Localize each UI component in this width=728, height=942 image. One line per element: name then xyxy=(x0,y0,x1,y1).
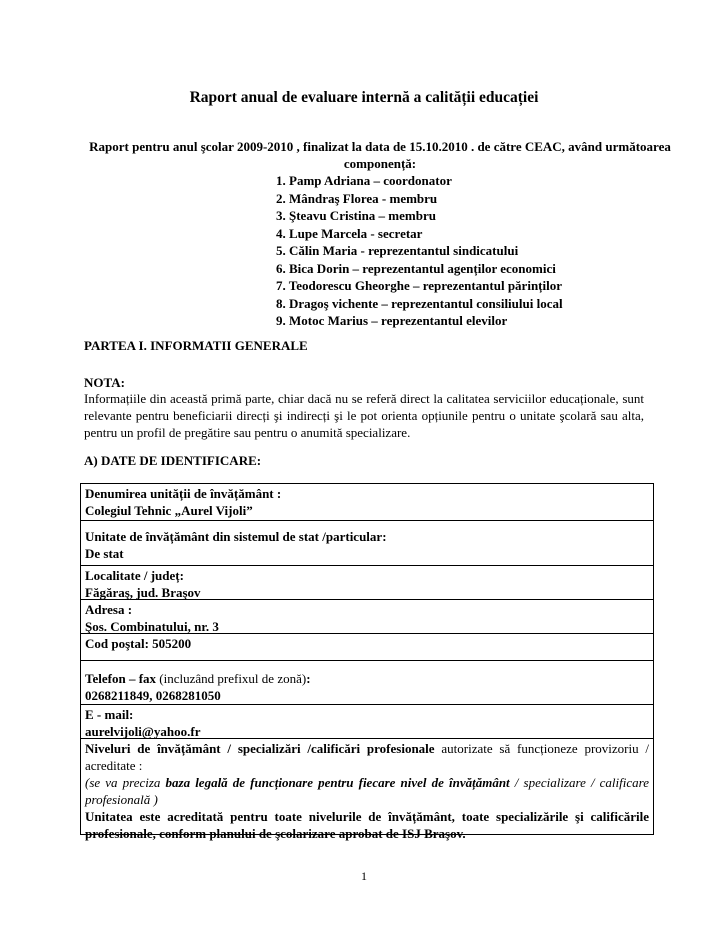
niveluri-value: Unitatea este acreditată pentru toate nivelurile de învățământ, toate specializările şi calificările profesionale, conform planului de şcolarizare aprobat de ISJ Braşov. xyxy=(85,809,649,841)
report-title: Raport anual de evaluare internă a calității educației xyxy=(189,89,539,106)
cod-postal-value: Cod poştal: 505200 xyxy=(85,636,192,651)
row-denumire xyxy=(81,484,653,521)
niveluri-note-bold: baza legală de funcționare pentru fiecare nivel de învățământ xyxy=(165,775,510,790)
row-email xyxy=(81,705,653,739)
telefon-label-colon: : xyxy=(306,671,311,686)
email-value: aurelvijoli@yahoo.fr xyxy=(85,724,201,739)
nota-text: Informațiile din această primă parte, chiar dacă nu se referă direct la calitatea serviciilor educaționale, sunt relevante pentru beneficiarii direcți şi indirecți şi le pot orienta opțiunile pentru o unitate şcolară sau alta, pentru un profil de pregătire sau pentru o anumită specializare. xyxy=(84,391,644,441)
niveluri-label-rest: autorizate să funcționeze provizoriu / acreditate : xyxy=(85,741,649,773)
niveluri-note-start: (se va preciza xyxy=(85,775,166,790)
report-intro: Raport pentru anul şcolar 2009-2010 , finalizat la data de 15.10.2010 . de către CEAC, având următoarea componență: xyxy=(89,139,671,171)
identification-table xyxy=(80,483,654,841)
email-label: E - mail: xyxy=(85,707,134,722)
telefon-label xyxy=(85,670,649,687)
denumire-value: Colegiul Tehnic „Aurel Vijoli” xyxy=(85,503,253,518)
row-cod-postal xyxy=(81,634,653,661)
member-item: 2. Mândraş Florea - membru xyxy=(276,190,438,206)
page-number: 1 xyxy=(361,869,367,883)
row-localitate xyxy=(81,566,653,600)
row-telefon xyxy=(81,661,653,705)
row-niveluri xyxy=(81,739,653,841)
row-adresa xyxy=(81,600,653,634)
adresa-value: Şos. Combinatului, nr. 3 xyxy=(85,619,219,634)
unitate-value: De stat xyxy=(85,546,124,561)
section-a-heading: A) DATE DE IDENTIFICARE: xyxy=(84,453,262,468)
niveluri-note xyxy=(85,774,649,808)
niveluri-label-bold: Niveluri de învățământ / specializări /calificări profesionale xyxy=(85,741,435,756)
niveluri-note-end: / specializare / calificare profesională ) xyxy=(85,775,649,807)
adresa-label: Adresa : xyxy=(85,602,133,617)
member-item: 7. Teodorescu Gheorghe – reprezentantul părinților xyxy=(276,278,562,293)
telefon-label-bold: Telefon – fax xyxy=(85,671,157,686)
member-item: 9. Motoc Marius – reprezentantul elevilor xyxy=(276,313,508,328)
member-item: 6. Bica Dorin – reprezentantul agenților economici xyxy=(276,260,556,276)
telefon-value: 0268211849, 0268281050 xyxy=(85,688,221,703)
member-item: 5. Călin Maria - reprezentantul sindicatului xyxy=(276,243,519,258)
unitate-label: Unitate de învățământ din sistemul de stat /particular: xyxy=(85,529,387,544)
member-item: 4. Lupe Marcela - secretar xyxy=(276,225,423,241)
denumire-label: Denumirea unității de învățământ : xyxy=(85,486,282,501)
member-item: 1. Pamp Adriana – coordonator xyxy=(276,173,452,188)
member-item: 3. Şteavu Cristina – membru xyxy=(276,208,436,223)
localitate-value: Făgăraş, jud. Braşov xyxy=(85,585,201,600)
member-item: 8. Dragoş vichente – reprezentantul consiliului local xyxy=(276,295,563,311)
members-list xyxy=(276,172,563,330)
nota-heading: NOTA: xyxy=(84,375,125,390)
row-unitate xyxy=(81,521,653,566)
telefon-label-note: (incluzând prefixul de zonă) xyxy=(156,671,307,686)
niveluri-label xyxy=(85,740,649,774)
part1-heading: PARTEA I. INFORMATII GENERALE xyxy=(84,338,308,353)
localitate-label: Localitate / județ: xyxy=(85,568,184,583)
